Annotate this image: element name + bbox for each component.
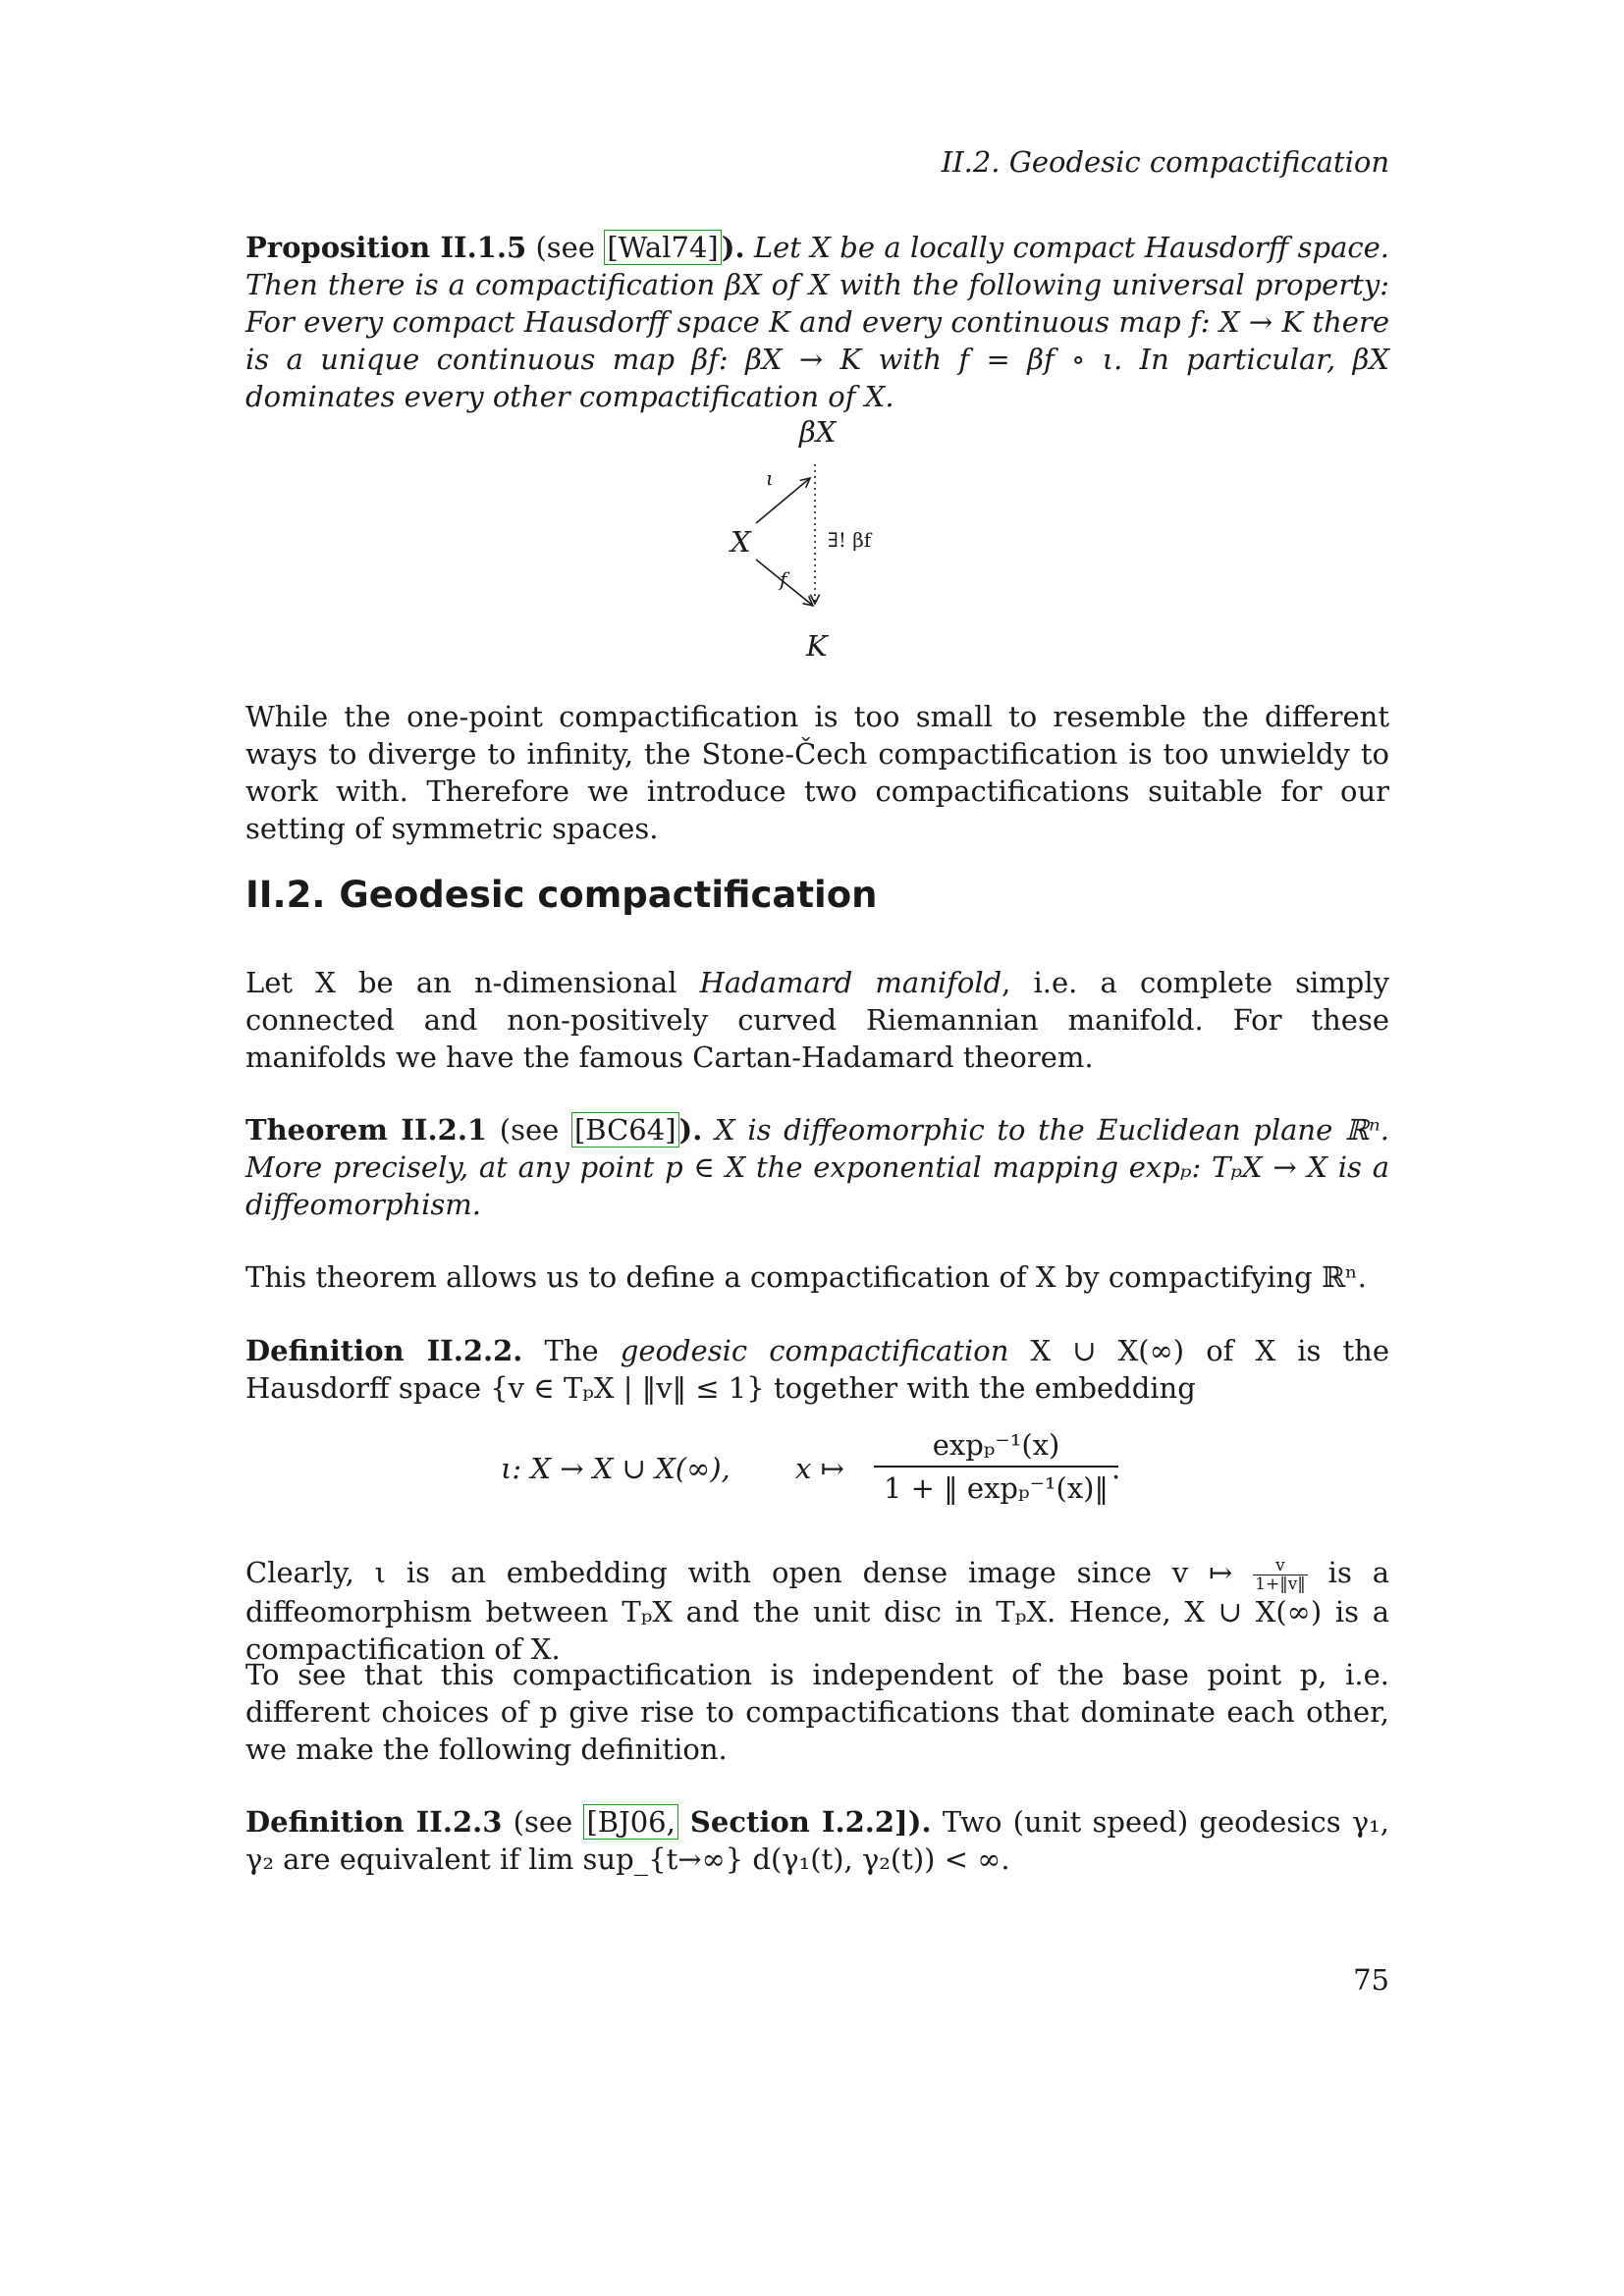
paragraph-hadamard [245,964,1389,1076]
embedding-post: is a diffeomorphism between TₚX and the unit disc in TₚX. Hence, X ∪ X(∞) is a compactification of X. [245,1556,1389,1666]
inline-fraction-numerator: v [1253,1557,1308,1575]
hadamard-pre: Let X be an n-dimensional [245,966,700,999]
diagram-node-X: X [731,525,751,559]
commutative-diagram [697,417,933,663]
section-number: II.2. [245,874,326,916]
document-page [245,0,1389,2296]
diagram-label-exists-beta-f: ∃! βf [828,528,872,552]
equation-fraction [874,1428,1121,1505]
hadamard-post: , i.e. a complete simply connected and non-positively curved Riemannian manifold. For these manifolds we have the famous Cartan-Hadamard theorem. [245,966,1389,1074]
page-number: 75 [1353,1963,1389,1997]
def2-citation-open: (see [513,1805,584,1839]
theorem-block [245,1111,1389,1223]
proposition-label: Proposition II.1.5 [245,231,527,264]
paragraph-base-point: To see that this compactification is independent of the base point p, i.e. different choices of p give rise to compactifications that dominate each other, we make the following definition. [245,1658,1389,1766]
hadamard-term: Hadamard manifold [699,966,1002,999]
definition-geodesic-compactification [245,1332,1389,1407]
citation-link-wal74[interactable]: [Wal74] [604,230,721,265]
theorem-label: Theorem II.2.1 [245,1113,488,1147]
display-equation [501,1428,1188,1507]
citation-link-bc64[interactable]: [BC64] [571,1112,679,1148]
section-heading [245,874,878,916]
diagram-node-betaX: βX [799,415,837,449]
definition-pre: The [544,1334,621,1367]
equation-maps-to: x ↦ [795,1452,844,1485]
paragraph-theorem-use: This theorem allows us to define a compactification of X by compactifying ℝⁿ. [245,1260,1367,1294]
equation-lhs: ι: X → X ∪ X(∞), [501,1452,731,1485]
diagram-node-K: K [806,629,828,663]
thm-citation-close: ). [678,1113,703,1147]
proposition-block [245,229,1389,415]
section-title: Geodesic compactification [339,874,878,916]
thm-citation-open: (see [499,1113,571,1147]
paragraph-compactifications: While the one-point compactification is too small to resemble the different ways to diverge to infinity, the Stone-Čech compactification is too unwieldy to work with. Therefore we introduce two compactifications suitable for our setting of symmetric spaces. [245,700,1389,845]
citation-close: ). [721,231,745,264]
definition2-body: Two (unit speed) geodesics γ₁, γ₂ are equivalent if lim sup_{t→∞} d(γ₁(t), γ₂(t)) < ∞. [245,1805,1389,1876]
diagram-label-iota: ι [766,466,774,490]
def2-citation-rest: Section I.2.2]). [677,1805,932,1839]
definition-label: Definition II.2.2. [245,1334,523,1367]
diagram-label-f: f [780,567,787,591]
proposition-body: Let X be a locally compact Hausdorff space. Then there is a compactification βX of X with the following universal property: For every compact Hausdorff space K and every continuous map f: X → K there is a unique continuous map βf: βX → K with f = βf ∘ ι. In particular, βX dominates every other compactification of X. [245,231,1390,413]
definition2-label: Definition II.2.3 [245,1805,503,1839]
definition-equivalent-geodesics [245,1803,1389,1878]
definition-post: X ∪ X(∞) of X is the Hausdorff space {v ∈ TₚX | ‖v‖ ≤ 1} together with the embedding [245,1334,1389,1405]
citation-open: (see [535,231,605,264]
running-head: II.2. Geodesic compactification [941,145,1389,179]
iota-arrow [756,478,810,523]
embedding-pre: Clearly, ι is an embedding with open dense image since v ↦ [245,1556,1254,1589]
citation-link-bj06[interactable]: [BJ06, [583,1804,677,1840]
inline-fraction-denominator: 1+‖v‖ [1255,1574,1306,1594]
equation-denominator: 1 + ‖ expₚ⁻¹(x)‖ [884,1471,1109,1505]
equation-numerator: expₚ⁻¹(x) [874,1428,1118,1468]
equation-period: . [1111,1452,1121,1485]
paragraph-embedding [245,1554,1389,1668]
theorem-body: X is diffeomorphic to the Euclidean plane ℝⁿ. More precisely, at any point p ∈ X the exponential mapping expₚ: TₚX → X is a diffeomorphism. [245,1113,1390,1221]
inline-fraction [1253,1557,1308,1593]
definition-term: geodesic compactification [620,1334,1009,1367]
